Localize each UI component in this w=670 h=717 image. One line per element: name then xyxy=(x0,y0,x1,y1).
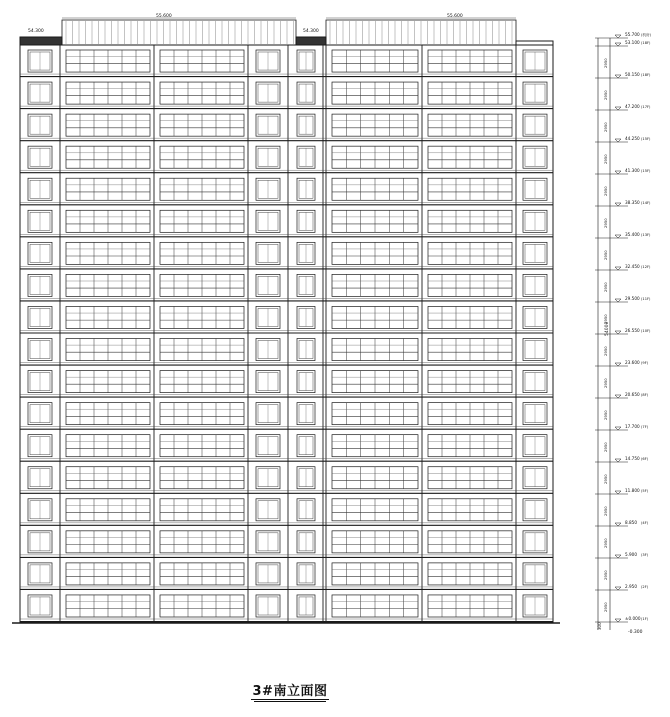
level-value: 11.800 xyxy=(625,488,640,493)
floor-4 xyxy=(20,499,553,526)
floor-5 xyxy=(20,467,553,494)
floor-1 xyxy=(20,595,553,622)
level-note: (18F) xyxy=(641,73,651,77)
level-note: (15F) xyxy=(641,137,651,141)
floor-2 xyxy=(20,563,553,590)
level-value: 17.700 xyxy=(625,424,640,429)
level-marker xyxy=(595,424,649,452)
level-marker xyxy=(595,392,649,420)
level-triangle-icon xyxy=(615,235,621,238)
level-value: ±0.000 xyxy=(625,616,641,621)
level-value: 47.200 xyxy=(625,104,640,109)
level-marker xyxy=(595,488,649,516)
storey-dimension: 2950 xyxy=(603,346,608,356)
storey-dimension: 2950 xyxy=(603,186,608,196)
parapet-mid xyxy=(296,37,326,45)
level-note: (11F) xyxy=(641,297,651,301)
storey-dimension: 2950 xyxy=(603,410,608,420)
level-marker xyxy=(595,456,649,484)
storey-dimension: 2950 xyxy=(603,90,608,100)
storey-dimension: 2950 xyxy=(603,538,608,548)
level-value: 29.500 xyxy=(625,296,640,301)
level-triangle-icon xyxy=(615,331,621,334)
level-note: (12F) xyxy=(641,265,651,269)
level-note: (2F) xyxy=(641,585,649,589)
level-note: (8F) xyxy=(641,393,649,397)
level-marker xyxy=(595,32,652,38)
level-marker xyxy=(595,328,651,356)
level-marker xyxy=(595,296,651,324)
floor-12 xyxy=(20,242,553,269)
base-dimension-label: 300 xyxy=(597,622,602,630)
level-value: 8.850 xyxy=(625,520,637,525)
total-height-dimension: 54000 xyxy=(605,321,610,336)
level-value: 14.750 xyxy=(625,456,640,461)
level-note: (1F) xyxy=(641,617,649,621)
level-value: 23.600 xyxy=(625,360,640,365)
level-triangle-icon xyxy=(615,107,621,110)
storey-dimension: 2950 xyxy=(603,154,608,164)
level-triangle-icon xyxy=(615,75,621,78)
storey-dimension: 2950 xyxy=(603,282,608,292)
level-note: (9F) xyxy=(641,361,649,365)
level-triangle-icon xyxy=(615,459,621,462)
level-triangle-icon xyxy=(615,203,621,206)
storey-dimension: 2950 xyxy=(603,474,608,484)
floor-16 xyxy=(20,114,553,141)
level-marker xyxy=(595,552,649,580)
storey-dimension: 2950 xyxy=(603,314,608,324)
storey-dimension: 2950 xyxy=(603,58,608,68)
floor-10 xyxy=(20,306,553,333)
storey-dimension: 2950 xyxy=(603,442,608,452)
roof-structures xyxy=(20,18,553,45)
roof-right-block-hatch xyxy=(330,21,512,44)
storey-dimension: 2950 xyxy=(603,602,608,612)
level-triangle-icon xyxy=(615,267,621,270)
level-triangle-icon xyxy=(615,587,621,590)
level-value: 5.900 xyxy=(625,552,637,557)
level-triangle-icon xyxy=(615,427,621,430)
storey-dimension: 2950 xyxy=(603,122,608,132)
level-note: (5F) xyxy=(641,489,649,493)
roof-label-right-roof: 55.600 xyxy=(447,14,463,19)
floor-6 xyxy=(20,435,553,462)
storey-dimension: 2950 xyxy=(603,506,608,516)
level-marker xyxy=(595,104,651,132)
level-value: 53.100 xyxy=(625,40,640,45)
storey-dimension: 2950 xyxy=(603,250,608,260)
level-triangle-icon xyxy=(615,555,621,558)
elevation-dimension-column xyxy=(595,32,652,635)
level-note: (17F) xyxy=(641,105,651,109)
floor-17 xyxy=(20,82,553,109)
floor-7 xyxy=(20,403,553,430)
floor-14 xyxy=(20,178,553,205)
level-note: (14F) xyxy=(641,201,651,205)
level-triangle-icon xyxy=(615,139,621,142)
level-marker xyxy=(595,264,651,292)
level-marker xyxy=(595,360,649,388)
level-marker xyxy=(595,136,651,164)
floor-13 xyxy=(20,210,553,237)
level-note: (7F) xyxy=(641,425,649,429)
level-marker xyxy=(595,520,649,548)
level-value: 55.700 xyxy=(625,32,640,37)
level-note: (15F) xyxy=(641,169,651,173)
level-value: 38.350 xyxy=(625,200,640,205)
roof-left-block-hatch xyxy=(66,21,294,44)
level-marker xyxy=(595,232,651,260)
storey-dimension: 2950 xyxy=(603,378,608,388)
level-triangle-icon xyxy=(615,299,621,302)
level-triangle-icon xyxy=(615,395,621,398)
level-marker xyxy=(595,584,649,612)
level-triangle-icon xyxy=(615,363,621,366)
level-marker xyxy=(595,40,651,68)
level-triangle-icon xyxy=(615,619,621,622)
level-marker xyxy=(595,72,651,100)
level-triangle-icon xyxy=(615,35,621,38)
level-triangle-icon xyxy=(615,523,621,526)
level-triangle-icon xyxy=(615,491,621,494)
level-value: 26.550 xyxy=(625,328,640,333)
level-note: (3F) xyxy=(641,553,649,557)
storey-dimension: 2950 xyxy=(603,570,608,580)
parapet-right xyxy=(516,41,553,45)
level-value: 35.400 xyxy=(625,232,640,237)
floor-3 xyxy=(20,531,553,558)
building-facade xyxy=(12,45,560,623)
level-note: (6F) xyxy=(641,457,649,461)
level-triangle-icon xyxy=(615,43,621,46)
grade-level-label: -0.300 xyxy=(628,630,643,635)
roof-level-labels xyxy=(28,13,463,34)
level-value: 2.950 xyxy=(625,584,637,589)
floor-9 xyxy=(20,339,553,366)
parapet-left xyxy=(20,37,62,45)
level-note: (4F) xyxy=(641,521,649,525)
level-note: (13F) xyxy=(641,233,651,237)
roof-label-mid-parapet: 54.300 xyxy=(303,29,319,34)
floor-11 xyxy=(20,274,553,301)
level-marker xyxy=(595,616,649,622)
storey-dimension: 2950 xyxy=(603,218,608,228)
roof-label-left-parapet: 54.300 xyxy=(28,29,44,34)
roof-label-left-roof: 55.600 xyxy=(156,14,172,19)
floor-8 xyxy=(20,371,553,398)
level-marker xyxy=(595,168,651,196)
level-value: 32.450 xyxy=(625,264,640,269)
drawing-title xyxy=(0,680,580,702)
level-value: 50.150 xyxy=(625,72,640,77)
drawing-title-text: 3#南立面图 xyxy=(252,684,328,699)
level-triangle-icon xyxy=(615,171,621,174)
floor-18 xyxy=(20,50,553,77)
level-value: 44.250 xyxy=(625,136,640,141)
level-note: (机房) xyxy=(641,33,651,37)
floor-15 xyxy=(20,146,553,173)
level-note: (10F) xyxy=(641,329,651,333)
level-note: (18F) xyxy=(641,41,651,45)
level-value: 41.300 xyxy=(625,168,640,173)
level-marker xyxy=(595,200,651,228)
level-value: 20.650 xyxy=(625,392,640,397)
